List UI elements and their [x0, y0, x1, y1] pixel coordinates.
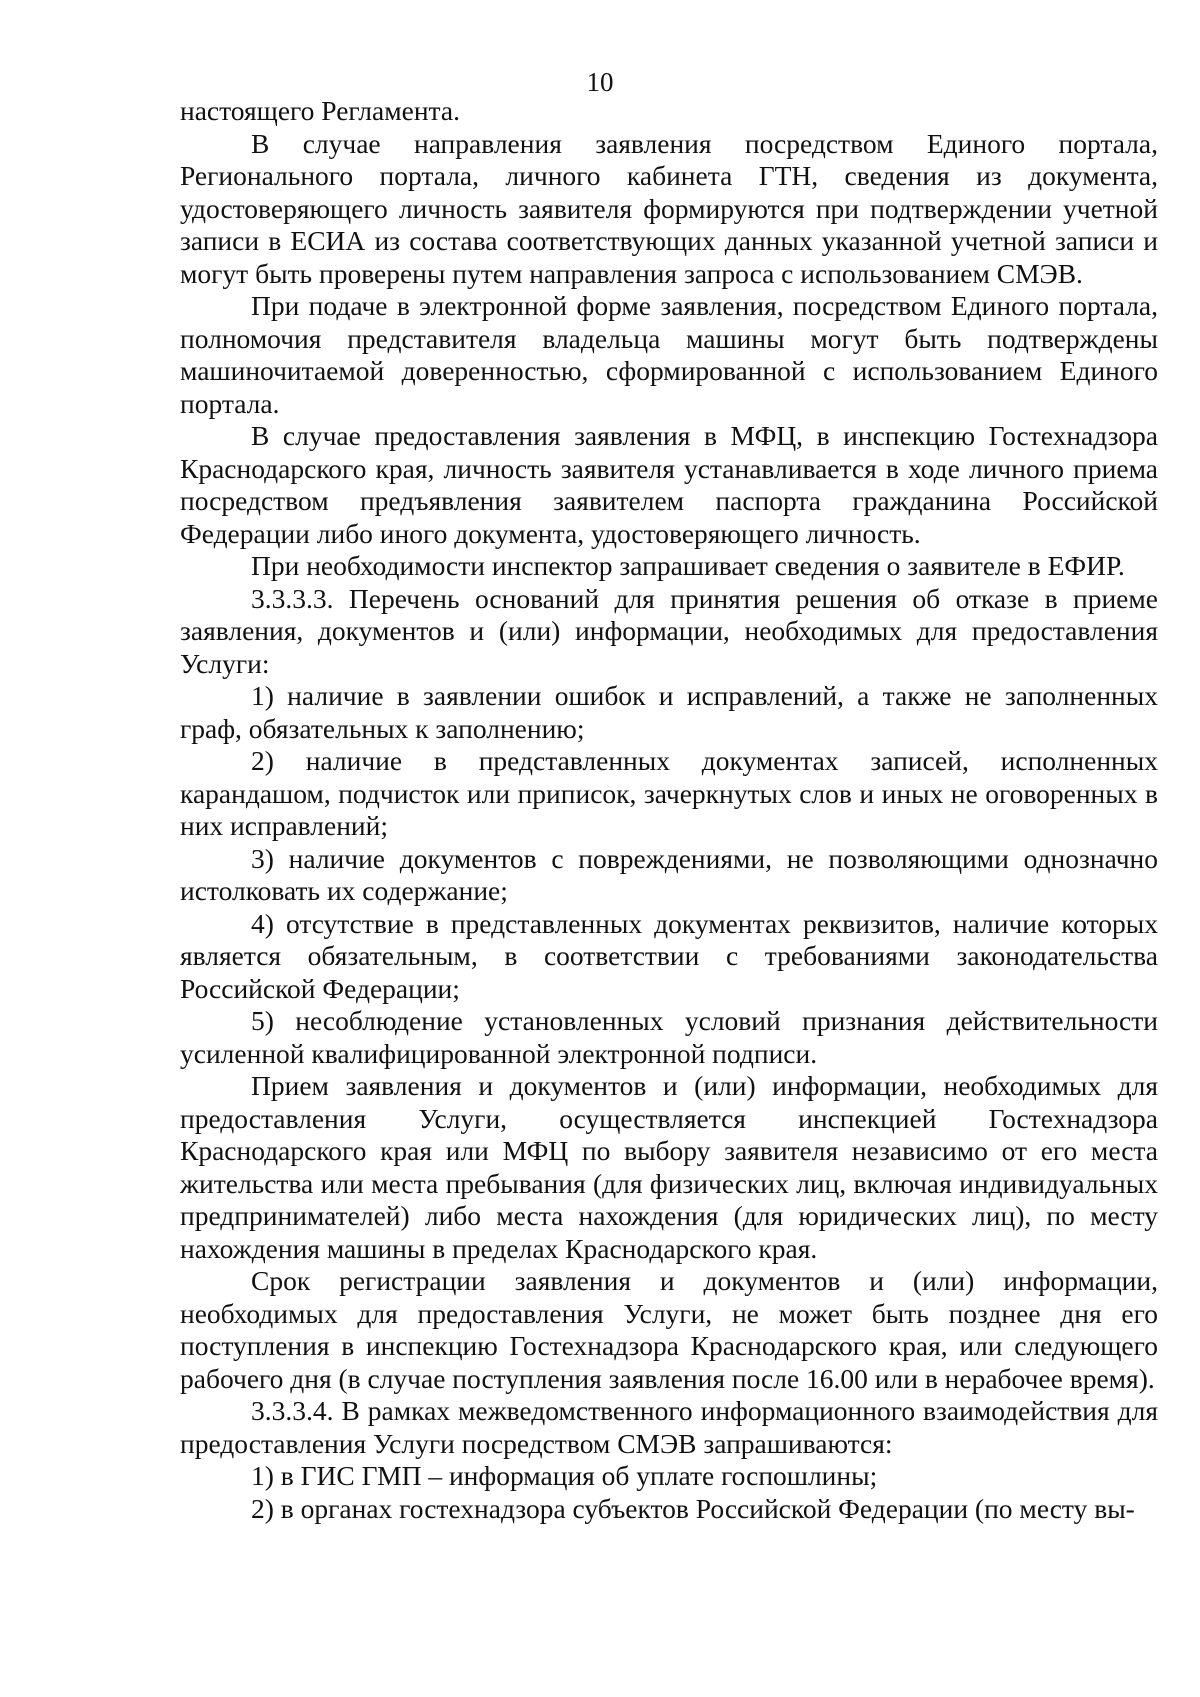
- request-item-1: 1) в ГИС ГМП – информация об уплате госпошлины;: [251, 1460, 878, 1491]
- paragraph-4: В случае предоставления заявления в МФЦ, в инспекцию Гостехнадзора Краснодарского края, личность заявителя устанавливается в ходе личного приема посредством предъявления заявителем паспорта гражданина Российской Федерации либо иного документа, удостоверяющего личность.: [180, 420, 1158, 549]
- list-item-1: 1) наличие в заявлении ошибок и исправлений, а также не заполненных граф, обязательных к заполнению;: [180, 680, 1158, 744]
- page-number: 10: [586, 67, 614, 97]
- list-item-5: 5) несоблюдение установленных условий признания действительности усиленной квалифицированной электронной подписи.: [180, 1005, 1158, 1069]
- paragraph-1: настоящего Регламента.: [180, 95, 460, 126]
- request-item-2: 2) в органах гостехнадзора субъектов Российской Федерации (по месту вы-: [251, 1492, 1135, 1524]
- section-3-3-3-3: 3.3.3.3. Перечень оснований для принятия решения об отказе в приеме заявления, документов и (или) информации, необходимых для предоставления Услуги:: [180, 582, 1158, 679]
- paragraph-reception: Прием заявления и документов и (или) информации, необходимых для предоставления Услуги, осуществляется инспекцией Гостехнадзора Краснодарского края или МФЦ по выбору заявителя независимо от его места жительства или места пребывания (для физических лиц, включая индивидуальных предпринимателей) либо места нахождения (для юридических лиц), по месту нахождения машины в пределах Краснодарского края.: [180, 1070, 1158, 1264]
- paragraph-5: При необходимости инспектор запрашивает сведения о заявителе в ЕФИР.: [251, 550, 1125, 581]
- section-3-3-3-4: 3.3.3.4. В рамках межведомственного информационного взаимодействия для предоставления Услуги посредством СМЭВ запрашиваются:: [180, 1395, 1158, 1459]
- list-item-2: 2) наличие в представленных документах записей, исполненных карандашом, подчисток или приписок, зачеркнутых слов и иных не оговоренных в них исправлений;: [180, 745, 1158, 841]
- paragraph-3: При подаче в электронной форме заявления, посредством Единого портала, полномочия представителя владельца машины могут быть подтверждены машиночитаемой доверенностью, сформированной с использованием Единого портала.: [180, 290, 1158, 419]
- list-item-3: 3) наличие документов с повреждениями, не позволяющими однозначно истолковать их содержание;: [180, 842, 1158, 906]
- document-body: [180, 95, 1158, 1525]
- paragraph-registration-term: Срок регистрации заявления и документов и (или) информации, необходимых для предоставления Услуги, не может быть позднее дня его поступления в инспекцию Гостехнадзора Краснодарского края, или следующего рабочего дня (в случае поступления заявления после 16.00 или в нерабочее время).: [180, 1265, 1158, 1394]
- paragraph-2: В случае направления заявления посредством Единого портала, Регионального портала, личного кабинета ГТН, сведения из документа, удостоверяющего личность заявителя формируются при подтверждении учетной записи в ЕСИА из состава соответствующих данных указанной учетной записи и могут быть проверены путем направления запроса с использованием СМЭВ.: [180, 127, 1158, 289]
- list-item-4: 4) отсутствие в представленных документах реквизитов, наличие которых является обязательным, в соответствии с требованиями законодательства Российской Федерации;: [180, 907, 1158, 1004]
